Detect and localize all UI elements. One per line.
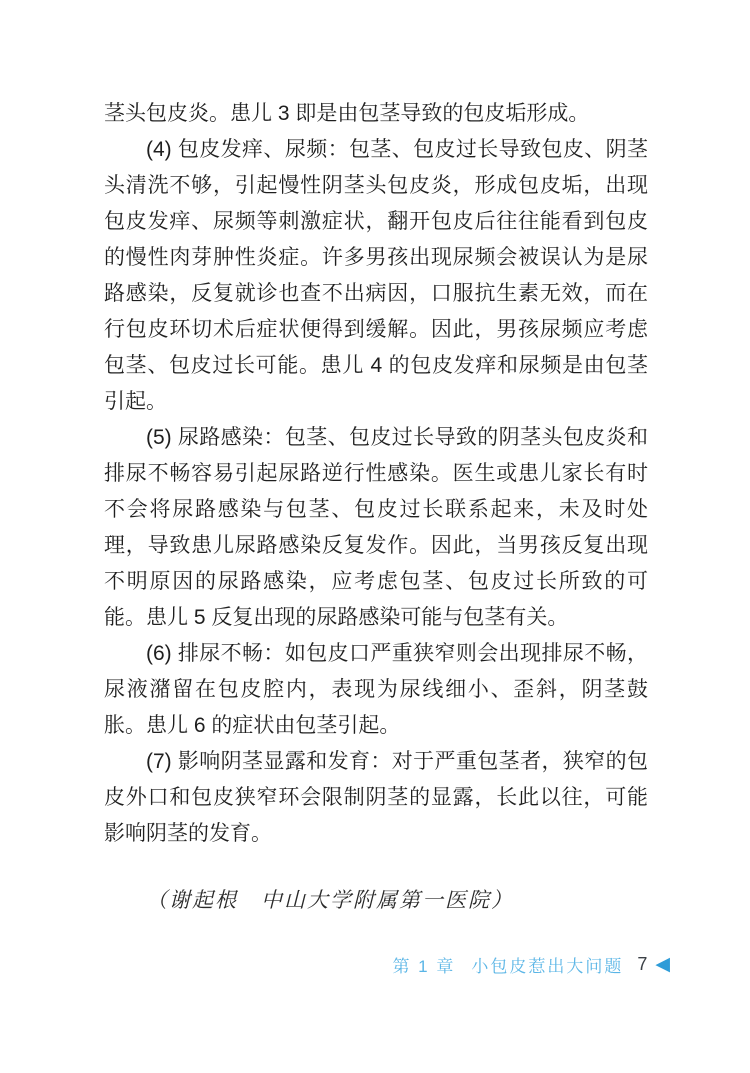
footer-page-number: 7	[637, 954, 648, 974]
page-footer	[392, 952, 670, 977]
paragraph-item-5: (5) 尿路感染：包茎、包皮过长导致的阴茎头包皮炎和排尿不畅容易引起尿路逆行性感染。医生或患儿家长有时不会将尿路感染与包茎、包皮过长联系起来，未及时处理，导致患儿尿路感染反复发作。因此，当男孩反复出现不明原因的尿路感染，应考虑包茎、包皮过长所致的可能。患儿 5 反复出现的尿路感染可能与包茎有关。	[104, 426, 648, 629]
body-text	[104, 96, 648, 918]
paragraph-item-4: (4) 包皮发痒、尿频：包茎、包皮过长导致包皮、阴茎头清洗不够，引起慢性阴茎头包皮炎，形成包皮垢，出现包皮发痒、尿频等刺激症状，翻开包皮后往往能看到包皮的慢性肉芽肿性炎症。许多男孩出现尿频会被误认为是尿路感染，反复就诊也查不出病因，口服抗生素无效，而在行包皮环切术后症状便得到缓解。因此，男孩尿频应考虑包茎、包皮过长可能。患儿 4 的包皮发痒和尿频是由包茎引起。	[104, 138, 648, 413]
paragraph-item-6: (6) 排尿不畅：如包皮口严重狭窄则会出现排尿不畅，尿液潴留在包皮腔内，表现为尿线细小、歪斜，阴茎鼓胀。患儿 6 的症状由包茎引起。	[104, 642, 648, 737]
footer-chapter-title: 小包皮惹出大问题	[471, 957, 624, 976]
author-attribution: （谢起根 中山大学附属第一医院）	[146, 888, 514, 912]
footer-triangle-icon: ◀	[655, 954, 670, 975]
footer-chapter-label: 第 1 章	[392, 957, 456, 976]
paragraph-item-7: (7) 影响阴茎显露和发育：对于严重包茎者，狭窄的包皮外口和包皮狭窄环会限制阴茎的显露，长此以往，可能影响阴茎的发育。	[104, 750, 648, 845]
continuation-paragraph: 茎头包皮炎。患儿 3 即是由包茎导致的包皮垢形成。	[104, 102, 590, 125]
